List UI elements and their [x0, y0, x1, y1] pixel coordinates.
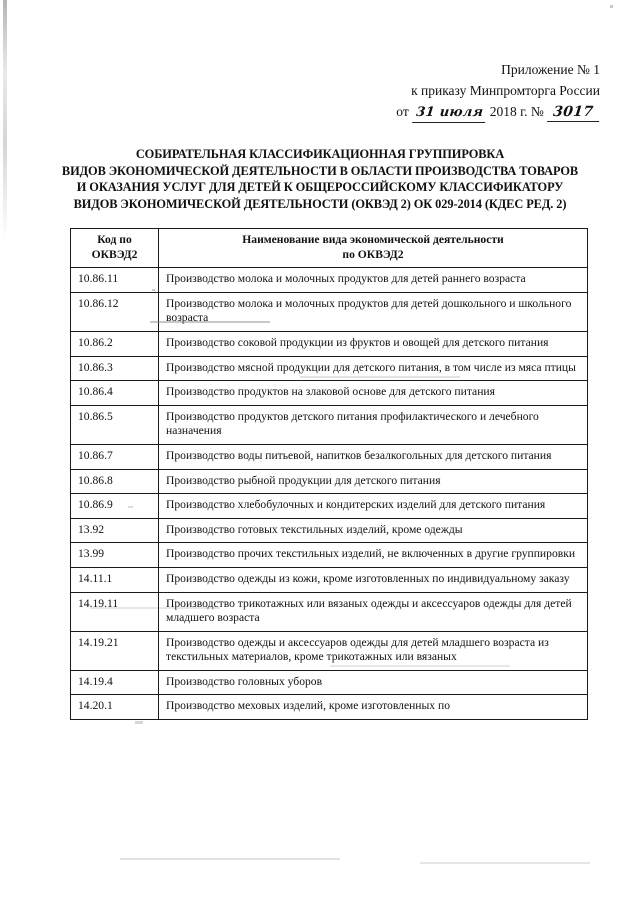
title-line-4: ВИДОВ ЭКОНОМИЧЕСКОЙ ДЕЯТЕЛЬНОСТИ (ОКВЭД 2) ОК 029-2014 (КДЕС РЕД. 2)	[73, 196, 567, 211]
cell-okved-code: 14.19.11	[71, 592, 159, 631]
scan-smudge-artifact	[420, 862, 590, 864]
cell-okved-code: 13.92	[71, 518, 159, 543]
table-row	[71, 405, 588, 444]
cell-activity-name: Производство молока и молочных продуктов для детей раннего возраста	[159, 268, 588, 293]
cell-okved-code: 10.86.4	[71, 381, 159, 406]
table-header-row	[71, 229, 588, 268]
scan-speck-artifact	[135, 721, 143, 724]
appendix-number: Приложение № 1	[501, 62, 600, 77]
cell-activity-name: Производство молока и молочных продуктов для детей дошкольного и школьного возраста	[159, 292, 588, 331]
cell-activity-name: Производство головных уборов	[159, 670, 588, 695]
cell-okved-code: 10.86.5	[71, 405, 159, 444]
cell-activity-name: Производство одежды и аксессуаров одежды для детей младшего возраста из текстильных материалов, кроме трикотажных или вязаных	[159, 631, 588, 670]
order-date-line	[396, 102, 600, 123]
cell-activity-name: Производство продуктов детского питания профилактического и лечебного назначения	[159, 405, 588, 444]
table-row	[71, 292, 588, 331]
cell-okved-code: 14.19.4	[71, 670, 159, 695]
cell-okved-code: 10.86.12	[71, 292, 159, 331]
cell-activity-name: Производство воды питьевой, напитков безалкогольных для детского питания	[159, 444, 588, 469]
table-row	[71, 469, 588, 494]
cell-activity-name: Производство мясной продукции для детского питания, в том числе из мяса птицы	[159, 356, 588, 381]
table-row	[71, 631, 588, 670]
cell-okved-code: 10.86.2	[71, 331, 159, 356]
handwritten-order-number: 3017	[547, 104, 601, 122]
cell-activity-name: Производство готовых текстильных изделий, кроме одежды	[159, 518, 588, 543]
cell-activity-name: Производство прочих текстильных изделий, не включенных в другие группировки	[159, 543, 588, 568]
cell-activity-name: Производство рыбной продукции для детского питания	[159, 469, 588, 494]
table-header	[71, 229, 588, 268]
title-line-1: СОБИРАТЕЛЬНАЯ КЛАССИФИКАЦИОННАЯ ГРУППИРОВКА	[135, 147, 505, 161]
cell-okved-code: 14.19.21	[71, 631, 159, 670]
table-row	[71, 494, 588, 519]
cell-okved-code: 10.86.7	[71, 444, 159, 469]
cell-okved-code: 10.86.8	[71, 469, 159, 494]
cell-activity-name: Производство продуктов на злаковой основе для детского питания	[159, 381, 588, 406]
title-line-2: ВИДОВ ЭКОНОМИЧЕСКОЙ ДЕЯТЕЛЬНОСТИ В ОБЛАСТИ ПРОИЗВОДСТВА ТОВАРОВ	[61, 163, 579, 178]
title-line-3: И ОКАЗАНИЯ УСЛУГ ДЛЯ ДЕТЕЙ К ОБЩЕРОССИЙСКОМУ КЛАССИФИКАТОРУ	[76, 180, 564, 194]
cell-activity-name: Производство меховых изделий, кроме изготовленных по	[159, 695, 588, 720]
cell-okved-code: 14.20.1	[71, 695, 159, 720]
cell-okved-code: 10.86.3	[71, 356, 159, 381]
scan-smudge-artifact	[120, 858, 340, 860]
table-row	[71, 444, 588, 469]
issuing-authority: к приказу Минпромторга России	[411, 82, 600, 98]
table-row	[71, 381, 588, 406]
cell-okved-code: 10.86.9	[71, 494, 159, 519]
column-header-name-line-2: по ОКВЭД2	[342, 247, 404, 261]
table-row	[71, 543, 588, 568]
cell-activity-name: Производство трикотажных или вязаных одежды и аксессуаров одежды для детей младшего возраста	[159, 592, 588, 631]
approval-block	[396, 60, 600, 123]
cell-okved-code: 13.99	[71, 543, 159, 568]
table-row	[71, 592, 588, 631]
column-header-name	[159, 229, 588, 268]
cell-activity-name: Производство хлебобулочных и кондитерских изделий для детского питания	[159, 494, 588, 519]
column-header-name-line-1: Наименование вида экономической деятельности	[242, 233, 504, 246]
table-row	[71, 695, 588, 720]
table-row	[71, 518, 588, 543]
date-prefix: от	[396, 103, 409, 119]
table-row	[71, 331, 588, 356]
page-title	[22, 146, 618, 212]
column-header-code	[71, 229, 159, 268]
handwritten-date: 31 июля	[412, 106, 487, 123]
column-header-code-line-1: Код по	[97, 233, 132, 246]
table-row	[71, 670, 588, 695]
cell-activity-name: Производство соковой продукции из фруктов и овощей для детского питания	[159, 331, 588, 356]
scan-speck-artifact	[610, 5, 613, 8]
cell-okved-code: 10.86.11	[71, 268, 159, 293]
table-body	[71, 268, 588, 720]
okved-table-wrapper	[70, 228, 588, 720]
table-row	[71, 356, 588, 381]
column-header-code-line-2: ОКВЭД2	[91, 247, 138, 261]
table-row	[71, 268, 588, 293]
table-row	[71, 567, 588, 592]
cell-activity-name: Производство одежды из кожи, кроме изготовленных по индивидуальному заказу	[159, 567, 588, 592]
okved-table	[70, 228, 588, 720]
cell-okved-code: 14.11.1	[71, 567, 159, 592]
scan-edge-artifact	[3, 0, 7, 240]
year-label: 2018 г. №	[489, 103, 544, 119]
